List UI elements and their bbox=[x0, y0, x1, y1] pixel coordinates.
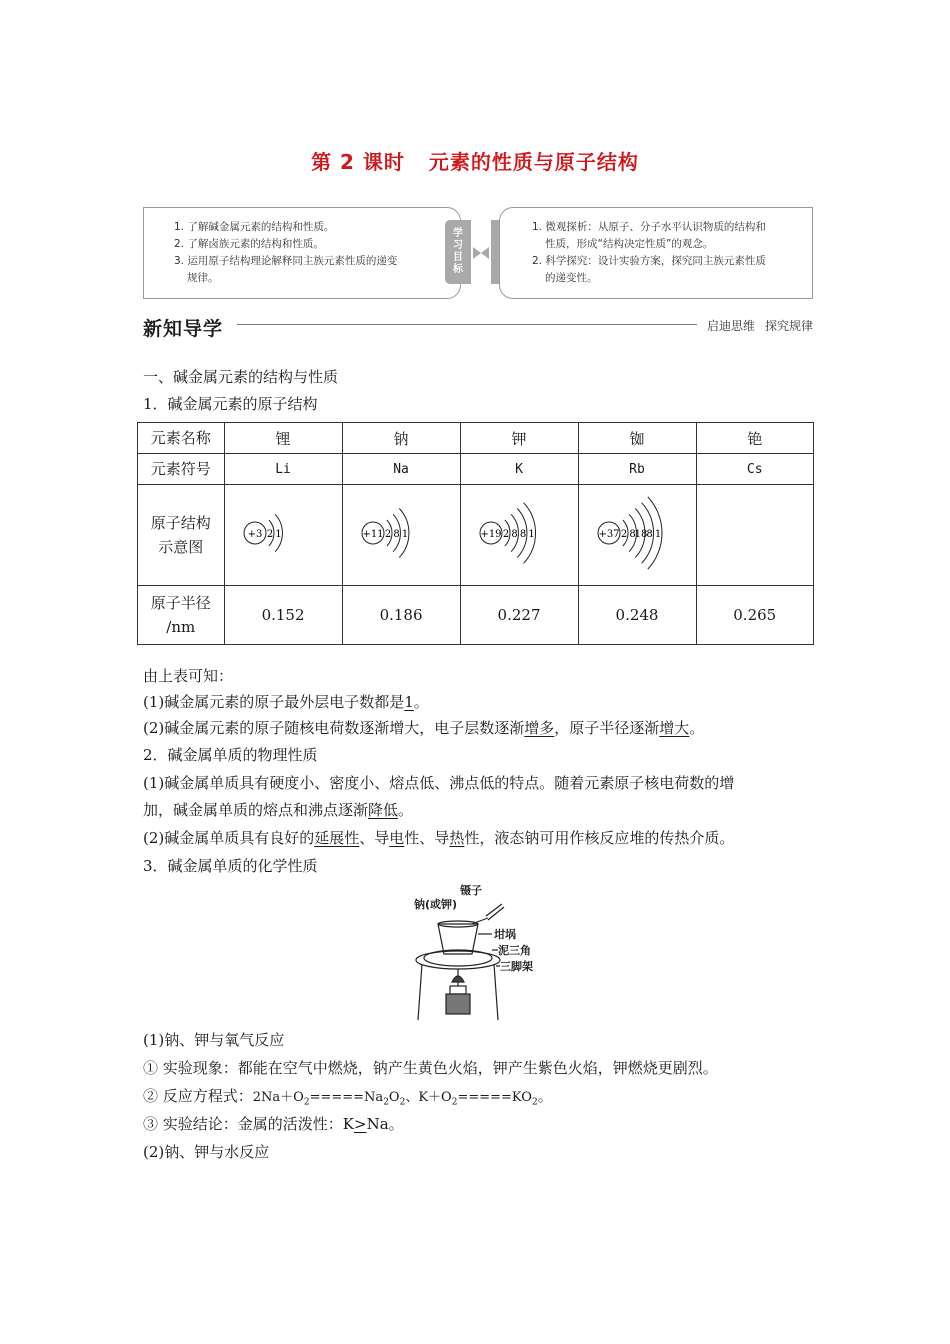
row-label-line: 原子半径 bbox=[150, 594, 211, 612]
atom-diagram-cell bbox=[460, 485, 578, 586]
shell-electron-count: 1 bbox=[528, 529, 535, 540]
section-tag: 探究规律 bbox=[764, 319, 813, 333]
figure-label: 钠(或钾) bbox=[414, 898, 458, 911]
combustion-apparatus-figure bbox=[408, 882, 543, 1022]
element-name: 铷 bbox=[578, 423, 696, 454]
nuclear-charge: +11 bbox=[362, 529, 384, 540]
physical-property-1-line2 bbox=[143, 800, 413, 820]
atomic-radius: 0.265 bbox=[696, 586, 814, 645]
reaction-arrow: ===== bbox=[457, 1090, 512, 1105]
table-row bbox=[138, 423, 814, 454]
text-run: 。 bbox=[537, 1087, 553, 1105]
nuclear-charge: +19 bbox=[480, 529, 502, 540]
learning-objectives-box bbox=[143, 207, 461, 299]
text-run: K＋O bbox=[418, 1090, 452, 1105]
conclusion-1 bbox=[143, 692, 429, 712]
subscript: 2 bbox=[399, 1097, 406, 1108]
text-run: 性，液态钠可用作核反应堆的传热介质。 bbox=[464, 829, 735, 847]
shell-electron-count: 8 bbox=[511, 529, 518, 540]
shell-electron-count: 1 bbox=[275, 529, 282, 540]
atomic-structure-diagram bbox=[461, 485, 577, 581]
literacy-item: 2. 科学探究：设计实验方案，探究同主族元素性质 bbox=[532, 255, 766, 267]
answer-blank: 降低 bbox=[368, 801, 399, 819]
tab-char: 学 bbox=[453, 228, 463, 239]
figure-label: 坩埚 bbox=[494, 928, 516, 941]
shell-electron-count: 8 bbox=[393, 529, 400, 540]
arrow-right-icon bbox=[473, 247, 481, 259]
heading-chemical-properties: 3．碱金属单质的化学性质 bbox=[143, 857, 318, 875]
heading-alkali-metals: 一、碱金属元素的结构与性质 bbox=[143, 368, 339, 386]
atomic-radius: 0.227 bbox=[460, 586, 578, 645]
equation bbox=[252, 1090, 538, 1108]
figure-label: 镊子 bbox=[460, 884, 482, 897]
page-title bbox=[0, 146, 950, 175]
tripod-leg bbox=[494, 964, 498, 1020]
tab-char: 标 bbox=[453, 264, 463, 275]
subscript: 2 bbox=[531, 1097, 538, 1108]
shell-electron-count: 18 bbox=[634, 529, 648, 540]
atom-diagram-cell bbox=[224, 485, 342, 586]
section-divider bbox=[237, 324, 697, 325]
text-run: ② 反应方程式： bbox=[143, 1087, 253, 1105]
answer-blank: > bbox=[353, 1115, 367, 1133]
subscript: 2 bbox=[383, 1097, 389, 1108]
atom-diagram-cell bbox=[342, 485, 460, 586]
objective-item: 3. 运用原子结构理论解释同主族元素性质的递变 bbox=[174, 255, 398, 267]
table-row bbox=[138, 485, 814, 586]
text-run: (2)碱金属单质具有良好的 bbox=[143, 829, 315, 847]
section-tag: 启迪思维 bbox=[706, 319, 755, 333]
answer-blank: 增多 bbox=[524, 719, 555, 737]
table-row bbox=[138, 586, 814, 645]
element-name: 钠 bbox=[342, 423, 460, 454]
atomic-structure-diagram bbox=[225, 485, 341, 581]
element-name: 钾 bbox=[460, 423, 578, 454]
row-label-line: /nm bbox=[166, 618, 196, 636]
text-run: ③ 实验结论：金属的活泼性：K bbox=[143, 1115, 354, 1133]
tab-char: 习 bbox=[453, 240, 463, 251]
atom-diagram-cell bbox=[578, 485, 696, 586]
text-run: Na。 bbox=[366, 1115, 404, 1133]
text-run: 加，碱金属单质的熔点和沸点逐渐 bbox=[143, 801, 369, 819]
answer-blank: 热 bbox=[449, 829, 465, 847]
text-run: O bbox=[388, 1090, 400, 1105]
subscript: 2 bbox=[451, 1097, 458, 1108]
element-symbol: Cs bbox=[696, 454, 814, 485]
element-symbol: Rb bbox=[578, 454, 696, 485]
conclusion-intro: 由上表可知： bbox=[143, 667, 234, 685]
row-label-line: 原子结构 bbox=[150, 514, 211, 532]
arrow-left-icon bbox=[481, 247, 489, 259]
lesson-number: 第 2 课时 bbox=[311, 150, 405, 174]
shell-electron-count: 8 bbox=[519, 529, 527, 540]
objective-item: 1. 了解碱金属元素的结构和性质。 bbox=[174, 221, 335, 233]
literacy-item: 1. 微观探析：从原子、分子水平认识物质的结构和 bbox=[532, 221, 766, 233]
subscript: 2 bbox=[303, 1097, 310, 1108]
physical-property-1-line1: (1)碱金属单质具有硬度小、密度小、熔点低、沸点低的特点。随着元素原子核电荷数的增 bbox=[143, 774, 735, 792]
element-symbol: Na bbox=[342, 454, 460, 485]
lamp-neck bbox=[450, 986, 466, 994]
tripod-leg bbox=[418, 964, 422, 1020]
alcohol-lamp-icon bbox=[446, 994, 470, 1014]
shell-electron-count: 2 bbox=[620, 529, 628, 540]
text-run: KO bbox=[511, 1090, 532, 1105]
nuclear-charge: +37 bbox=[598, 529, 620, 540]
reaction-observation: ① 实验现象：都能在空气中燃烧，钠产生黄色火焰，钾产生紫色火焰，钾燃烧更剧烈。 bbox=[143, 1059, 718, 1077]
atomic-radius: 0.248 bbox=[578, 586, 696, 645]
literacy-item: 性质，形成“结构决定性质”的观念。 bbox=[545, 238, 714, 250]
figure-label: 泥三角 bbox=[498, 944, 531, 957]
row-label: 元素名称 bbox=[138, 423, 225, 454]
shell-electron-count: 2 bbox=[266, 529, 274, 540]
text-run: 2Na＋O bbox=[252, 1090, 304, 1105]
core-literacy-box bbox=[499, 207, 813, 299]
shell-electron-count: 2 bbox=[384, 529, 392, 540]
answer-blank: 增大 bbox=[659, 719, 690, 737]
reaction-water-heading: (2)钠、钾与水反应 bbox=[143, 1143, 270, 1161]
text-run: 。 bbox=[398, 801, 414, 819]
reaction-equation bbox=[143, 1086, 553, 1113]
text-run: (1)碱金属元素的原子最外层电子数都是 bbox=[143, 693, 405, 711]
text-run: 。 bbox=[413, 693, 429, 711]
figure-label: 三脚架 bbox=[500, 960, 533, 973]
reaction-conclusion bbox=[143, 1114, 404, 1134]
shell-electron-count: 8 bbox=[646, 529, 653, 540]
heading-atomic-structure: 1．碱金属元素的原子结构 bbox=[143, 395, 318, 413]
shell-electron-count: 2 bbox=[502, 529, 510, 540]
tab-char: 目 bbox=[453, 252, 463, 263]
reaction-oxygen-heading: (1)钠、钾与氧气反应 bbox=[143, 1031, 285, 1049]
text-run: (2)碱金属元素的原子随核电荷数逐渐增大，电子层数逐渐 bbox=[143, 719, 525, 737]
atom-diagram-cell bbox=[696, 485, 814, 586]
answer-blank: 1 bbox=[404, 693, 414, 711]
answer-blank: 电 bbox=[389, 829, 405, 847]
row-label bbox=[138, 586, 225, 645]
learning-objectives-tab bbox=[445, 220, 471, 284]
section-tags bbox=[707, 317, 813, 334]
element-name: 铯 bbox=[696, 423, 814, 454]
lesson-title: 元素的性质与原子结构 bbox=[428, 150, 639, 174]
core-literacy-list bbox=[532, 219, 792, 287]
shell-electron-count: 1 bbox=[654, 529, 662, 540]
objective-item: 2. 了解卤族元素的结构和性质。 bbox=[174, 238, 324, 250]
heading-physical-properties: 2．碱金属单质的物理性质 bbox=[143, 746, 318, 764]
table-row bbox=[138, 454, 814, 485]
answer-blank: 延展性 bbox=[314, 829, 360, 847]
flame-icon bbox=[452, 976, 464, 982]
shell-electron-count: 8 bbox=[629, 529, 636, 540]
text-run: 、导 bbox=[359, 829, 390, 847]
section-header bbox=[143, 314, 813, 338]
row-label bbox=[138, 485, 225, 586]
section-title: 新知导学 bbox=[143, 318, 224, 340]
physical-property-2 bbox=[143, 828, 734, 848]
objective-item: 规律。 bbox=[187, 272, 219, 284]
text-run: Na bbox=[364, 1090, 384, 1105]
element-symbol: K bbox=[460, 454, 578, 485]
atomic-radius: 0.186 bbox=[342, 586, 460, 645]
learning-goals-panel bbox=[143, 207, 813, 299]
text-run: 、 bbox=[405, 1090, 419, 1105]
alkali-metal-table bbox=[137, 422, 814, 645]
text-run: 。 bbox=[689, 719, 705, 737]
element-symbol: Li bbox=[224, 454, 342, 485]
text-run: ，原子半径逐渐 bbox=[554, 719, 660, 737]
row-label-line: 示意图 bbox=[158, 538, 204, 556]
shell-electron-count: 1 bbox=[401, 529, 409, 540]
row-label: 元素符号 bbox=[138, 454, 225, 485]
atomic-structure-diagram bbox=[579, 485, 695, 581]
learning-objectives-list bbox=[174, 219, 424, 287]
atomic-radius: 0.152 bbox=[224, 586, 342, 645]
literacy-item: 的递变性。 bbox=[545, 272, 598, 284]
nuclear-charge: +3 bbox=[247, 529, 263, 540]
atomic-structure-diagram bbox=[343, 485, 459, 581]
element-name: 锂 bbox=[224, 423, 342, 454]
reaction-arrow: ===== bbox=[309, 1090, 365, 1105]
text-run: 性、导 bbox=[404, 829, 450, 847]
conclusion-2 bbox=[143, 718, 704, 738]
